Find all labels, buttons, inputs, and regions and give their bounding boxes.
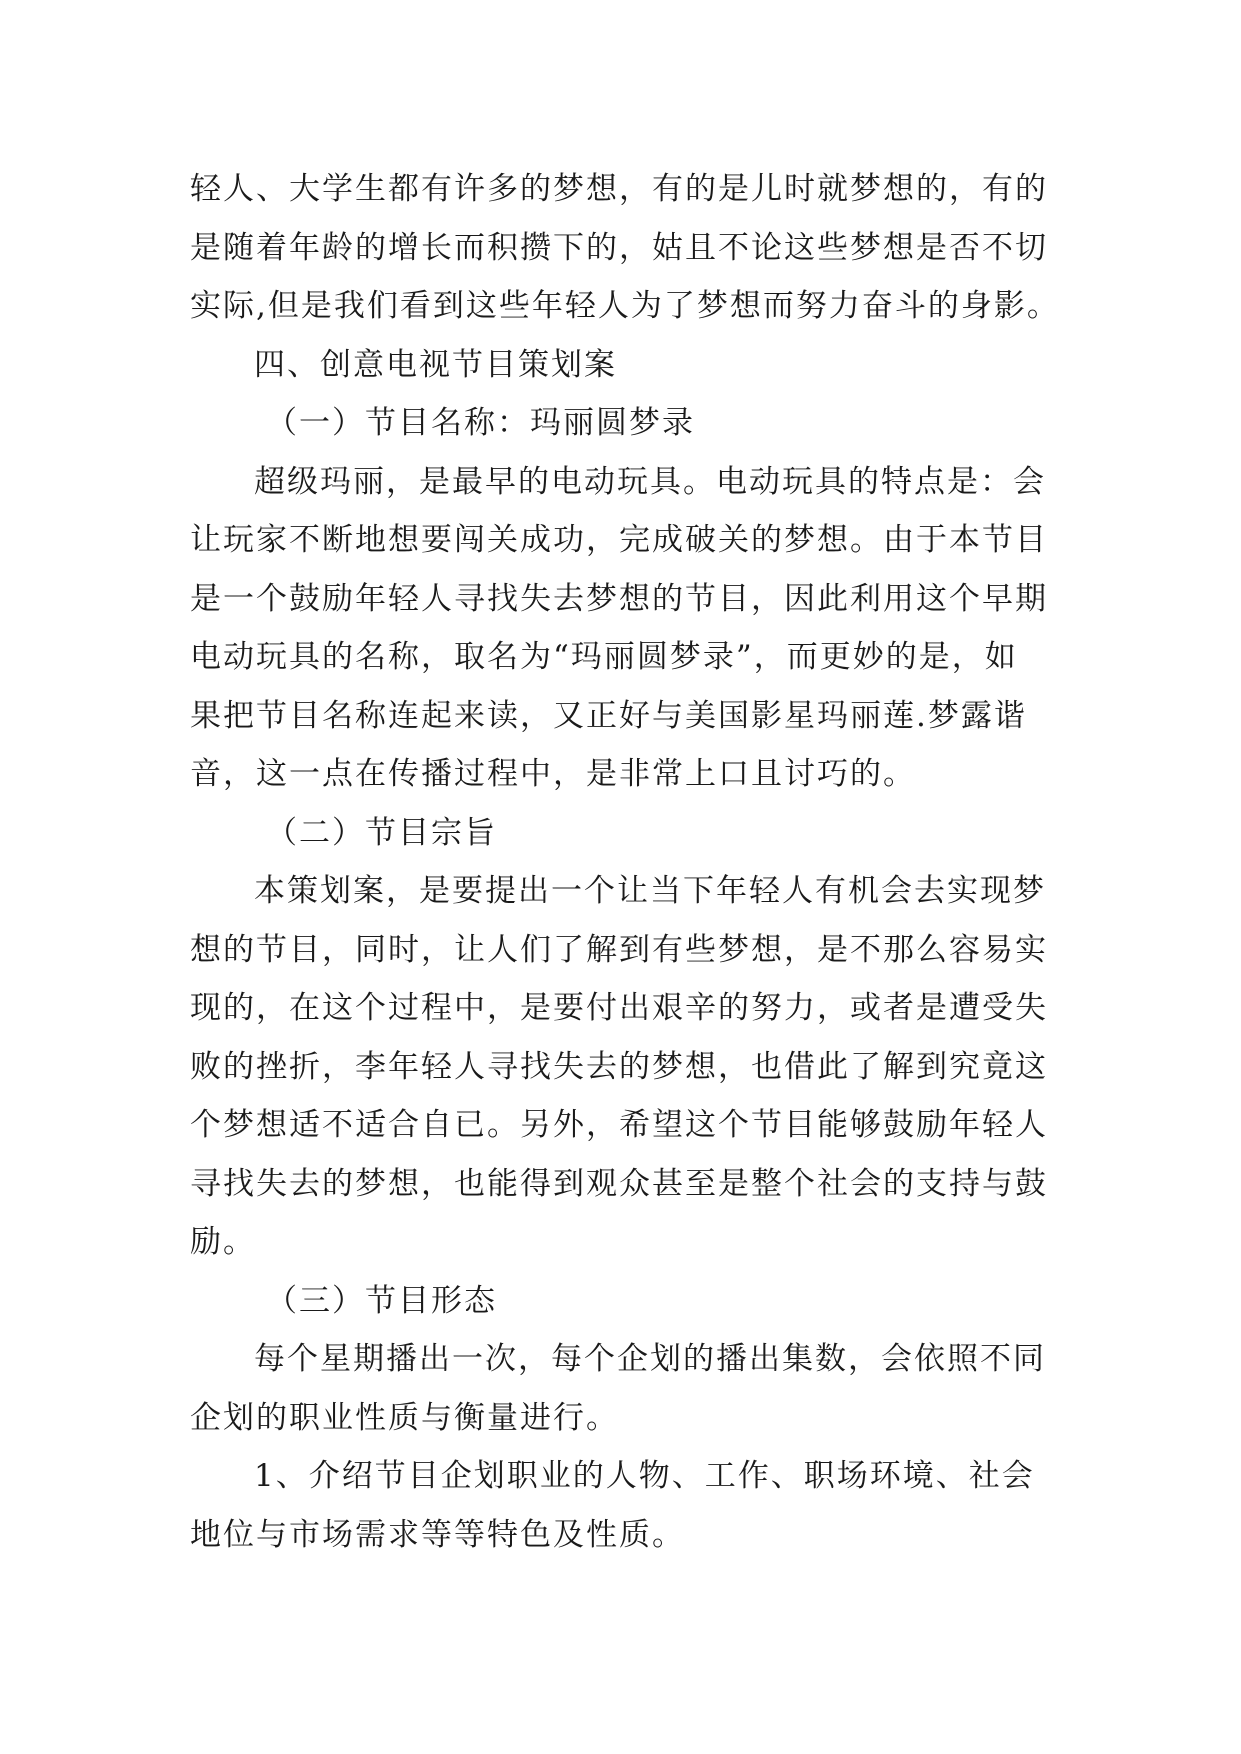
text-line: 地位与市场需求等等特色及性质。 — [190, 1516, 685, 1553]
list-item: 1、介绍节目企划职业的人物、工作、职场环境、社会 — [254, 1458, 1035, 1494]
text-line: 想的节目，同时，让人们了解到有些梦想，是不那么容易实 — [190, 931, 1048, 968]
text-line: 是一个鼓励年轻人寻找失去梦想的节目，因此利用这个早期 — [190, 580, 1048, 617]
text-line: 企划的职业性质与衡量进行。 — [190, 1399, 619, 1436]
text-line: 现的，在这个过程中，是要付出艰辛的努力，或者是遭受失 — [190, 990, 1048, 1026]
text-line: 电动玩具的名称，取名为“玛丽圆梦录”，而更妙的是，如 — [190, 639, 1018, 675]
text-line: 励。 — [190, 1224, 256, 1260]
text-line: 每个星期播出一次，每个企划的播出集数，会依照不同 — [254, 1341, 1046, 1377]
text-line: 寻找失去的梦想，也能得到观众甚至是整个社会的支持与鼓 — [190, 1165, 1048, 1202]
text-line: 让玩家不断地想要闯关成功，完成破关的梦想。由于本节目 — [190, 522, 1048, 558]
text-line: 本策划案，是要提出一个让当下年轻人有机会去实现梦 — [254, 873, 1046, 909]
subsection-heading: （一）节目名称：玛丽圆梦录 — [266, 405, 695, 441]
body-text — [190, 160, 1070, 1564]
subsection-heading: （二）节目宗旨 — [266, 814, 497, 851]
section-heading: 四、创意电视节目策划案 — [254, 346, 617, 383]
text-line: 音，这一点在传播过程中，是非常上口且讨巧的。 — [190, 756, 916, 792]
text-line: 实际,但是我们看到这些年轻人为了梦想而努力奋斗的身影。 — [190, 288, 1060, 324]
text-line: 个梦想适不适合自已。另外，希望这个节目能够鼓励年轻人 — [190, 1107, 1048, 1143]
subsection-heading: （三）节目形态 — [266, 1282, 497, 1319]
text-line: 超级玛丽，是最早的电动玩具。电动玩具的特点是：会 — [254, 463, 1046, 500]
text-line: 果把节目名称连起来读，又正好与美国影星玛丽莲.梦露谐 — [190, 697, 1027, 734]
text-line: 败的挫折，李年轻人寻找失去的梦想，也借此了解到究竟这 — [190, 1048, 1048, 1085]
text-line: 是随着年龄的增长而积攒下的，姑且不论这些梦想是否不切 — [190, 229, 1048, 266]
text-line: 轻人、大学生都有许多的梦想，有的是儿时就梦想的，有的 — [190, 171, 1048, 207]
